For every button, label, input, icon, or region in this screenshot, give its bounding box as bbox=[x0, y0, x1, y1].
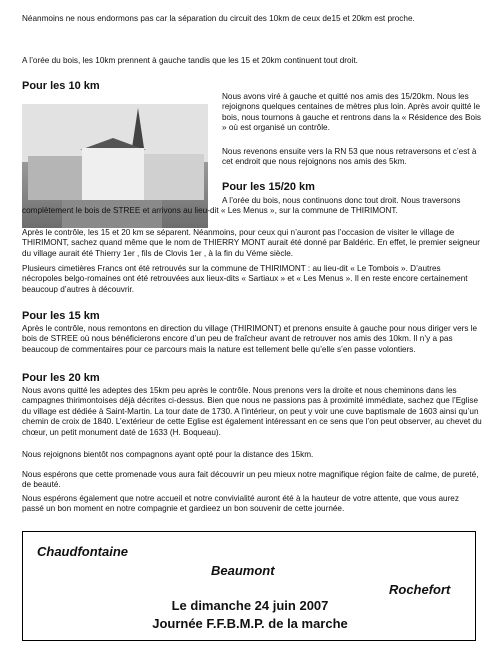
section-title-20km: Pour les 20 km bbox=[22, 372, 100, 384]
closing-paragraph-2: Nous espérons également que notre accueil et notre convivialité auront été à la hauteur de votre attente, que vous aurez passé un bon moment en notre compagnie et gardieez un bon souvenir de cette journée. bbox=[22, 494, 459, 514]
event-box bbox=[22, 531, 476, 641]
section-title-10km: Pour les 10 km bbox=[22, 80, 100, 92]
section-title-15-20km: Pour les 15/20 km bbox=[222, 181, 315, 193]
section-15-20km-paragraph-2: Après le contrôle, les 15 et 20 km se séparent. Néanmoins, pour ceux qui n’auront pas l’occasion de visiter le village de THIRIMONT, sachez quand même que le nom de THIERRY MONT aurait été donné par Baldéric. En effet, le premier seigneur du village aurait été Thierry 1er , fils de Clovis 1er , à la fin du Véme siècle. bbox=[22, 228, 480, 258]
section-15-20km-paragraph-3: Plusieurs cimetières Francs ont été retrouvés sur la commune de THIRIMONT : au lieu-dit « Le Tombois ». D’autres nécropoles belgo-romaines ont été retrouvées aux lieux-dits « Sartiaux » et « Les Menus ». Il en reste encore certainement beaucoup d’autres à découvrir. bbox=[22, 264, 468, 294]
event-date: Le dimanche 24 juin 2007 bbox=[171, 598, 329, 613]
closing-paragraph-1: Nous espérons que cette promenade vous aura fait découvrir un peu mieux notre magnifique région faite de calme, de pureté, de beauté. bbox=[22, 470, 479, 490]
city-chaudfontaine: Chaudfontaine bbox=[37, 544, 128, 559]
section-20km-paragraph-2: Nous rejoignons bientôt nos compagnons ayant opté pour la distance des 15km. bbox=[22, 450, 314, 459]
section-20km-paragraph-1: Nous avons quitté les adeptes des 15km peu après le contrôle. Nous prenons vers la droite et nous cheminons dans les campagnes thirimontoises déjà décrites ci-dessus. Bien que nous ne passions pas à proximité immédiate, sachez que l’Eglise du village est dédiée à Saint-Martin. La tour date de 1730. A l’intérieur, on peut y voir une cuve baptismale de 1603 ainsi qu’un chemin de croix de 1840. L’extérieur de cette Eglise est également intéressant en ce sens que l’on peut observer, au chevet du chœur, un petit monument daté de 1633 (H. Boqueau). bbox=[22, 386, 482, 437]
city-beaumont: Beaumont bbox=[211, 563, 275, 578]
section-title-15km: Pour les 15 km bbox=[22, 310, 100, 322]
section-10km-paragraph-2: Nous revenons ensuite vers la RN 53 que nous retraversons et c’est à cet endroit que nous rejoignons nos amis des 5km. bbox=[222, 147, 477, 167]
city-rochefort: Rochefort bbox=[389, 582, 451, 597]
intro-paragraph: Néanmoins ne nous endormons pas car la séparation du circuit des 10km de ceux de15 et 20km est proche. bbox=[22, 14, 415, 23]
event-title: Journée F.F.B.M.P. de la marche bbox=[152, 616, 348, 631]
section-10km-paragraph-1: Nous avons viré à gauche et quitté nos amis des 15/20km. Nous les rejoignons quelques centaines de mètres plus loin. Après avoir quitté le bois, nous tournons à gauche et rentrons dans la « Résidence des Bois » où est organisé un contrôle. bbox=[222, 92, 481, 133]
section-15km-paragraph: Après le contrôle, nous remontons en direction du village (THIRIMONT) et prenons ensuite à gauche pour nous diriger vers le bois de STREE où nous bénéficierons encore d’un peu de fraîcheur avant de retrouver nos amis des 10km. Il n’y a pas beaucoup de commentaires pour ce parcours mais la nature est tellement belle qu’elle s’en passe volontiers. bbox=[22, 324, 478, 354]
section-15-20km-paragraph-1: A l’orée du bois, nous continuons donc tout droit. Nous traversons complètement le bois de STREE et arrivons au lieu-dit « Les Menus », sur la commune de THIRIMONT. bbox=[22, 196, 461, 216]
intro-paragraph-2: A l’orée du bois, les 10km prennent à gauche tandis que les 15 et 20km continuent tout droit. bbox=[22, 56, 358, 65]
